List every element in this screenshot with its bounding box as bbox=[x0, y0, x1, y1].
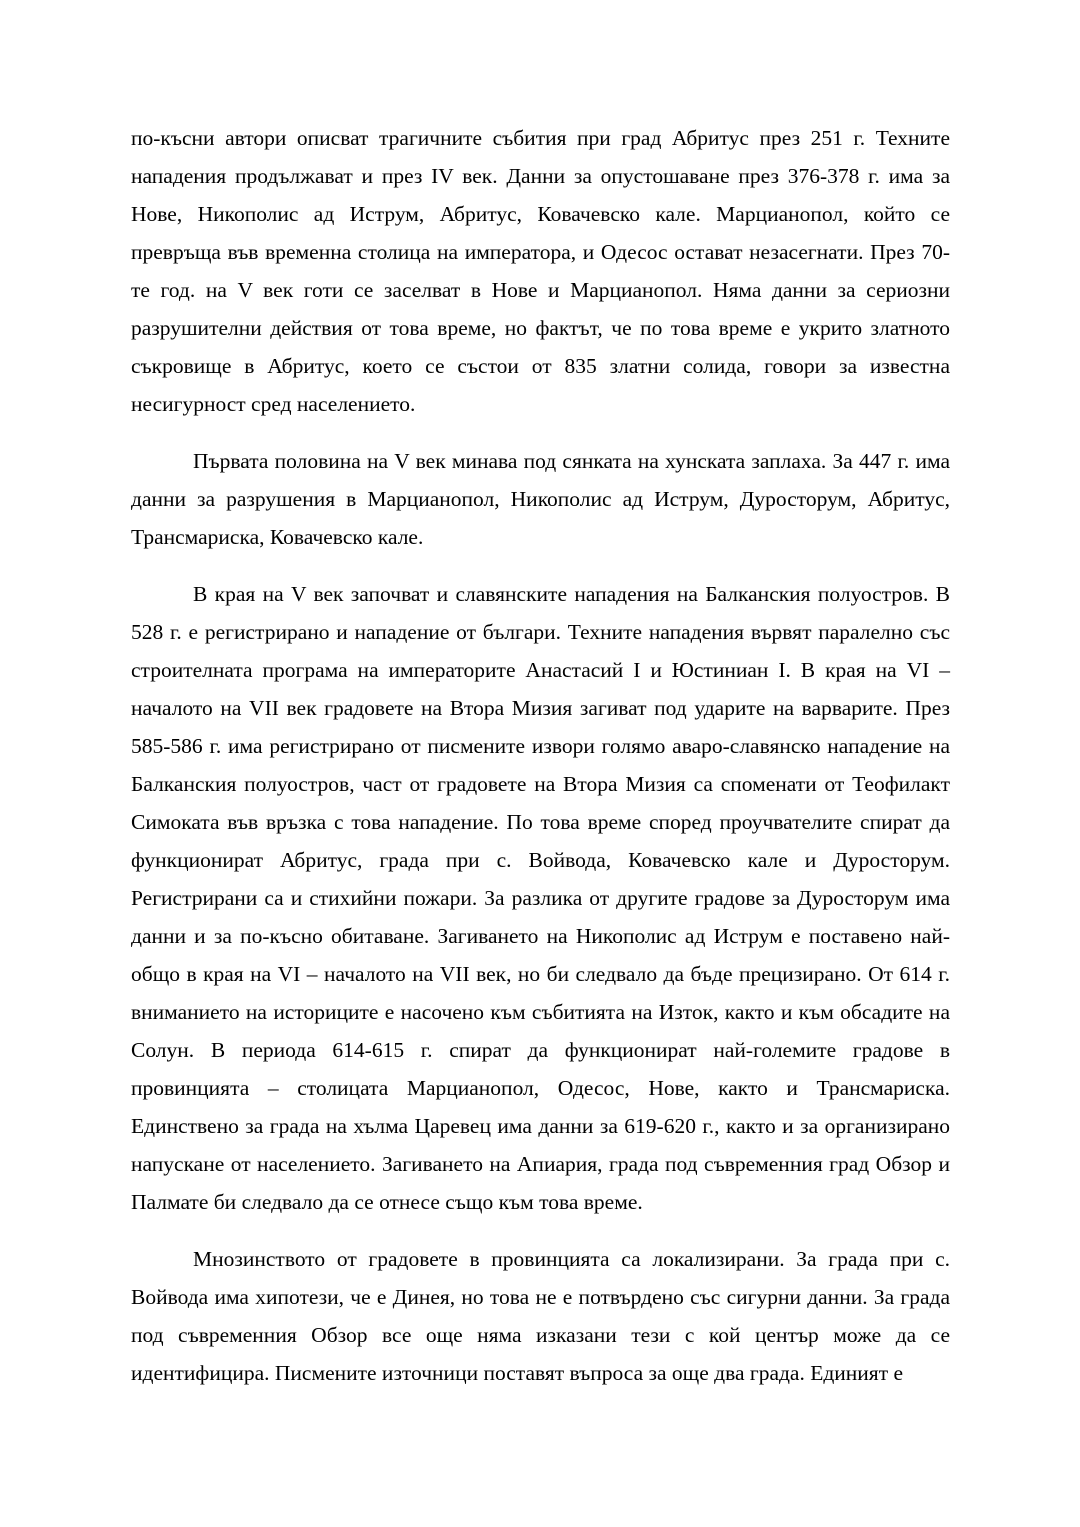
paragraph: Първата половина на V век минава под сянката на хунската заплаха. За 447 г. има данни за разрушения в Марцианопол, Никополис ад Иструм, Дуросторум, Абритус, Трансмариска, Ковачевско кале. bbox=[131, 449, 950, 549]
paragraph: Мнозинството от градовете в провинцията са локализирани. За града при с. Войвода има хипотези, че е Динея, но това не е потвърдено със сигурни данни. За града под съвременния Обзор все още няма изказани тези с кой център може да се идентифицира. Писмените източници поставят въпроса за още два града. Единият е bbox=[131, 1247, 950, 1385]
paragraph: В края на V век започват и славянските нападения на Балканския полуостров. В 528 г. е регистрирано и нападение от българи. Техните нападения вървят паралелно със строителната програма на императорите Анастасий I и Юстиниан I. В края на VI – началото на VII век градовете на Втора Мизия загиват под ударите на варварите. През 585-586 г. има регистрирано от писмените извори голямо аваро-славянско нападение на Балканския полуостров, част от градовете на Втора Мизия са споменати от Теофилакт Симоката във връзка с това нападение. По това време според проучвателите спират да функционират Абритус, града при с. Войвода, Ковачевско кале и Дуросторум. Регистрирани са и стихийни пожари. За разлика от другите градове за Дуросторум има данни и за по-късно обитаване. Загиването на Никополис ад Иструм е поставено най-общо в края на VI – началото на VII век, но би следвало да бъде прецизирано. От 614 г. вниманието на историците е насочено към събитията на Изток, както и към обсадите на Солун. В периода 614-615 г. спират да функционират най-големите градове в провинцията – столицата Марцианопол, Одесос, Нове, както и Трансмариска. Единствено за града на хълма Царевец има данни за 619-620 г., както и за организирано напускане от населението. Загиването на Апиария, града под съвременния град Обзор и Палмате би следвало да се отнесе също към това време. bbox=[131, 582, 950, 1214]
paragraph: по-късни автори описват трагичните събития при град Абритус през 251 г. Техните нападения продължават и през IV век. Данни за опустошаване през 376-378 г. има за Нове, Никополис ад Иструм, Абритус, Ковачевско кале. Марцианопол, който се превръща във временна столица на императора, и Одесос остават незасегнати. През 70-те год. на V век готи се заселват в Нове и Марцианопол. Няма данни за сериозни разрушителни действия от това време, но фактът, че по това време е укрито златното съкровище в Абритус, което се състои от 835 златни солида, говори за известна несигурност сред населението. bbox=[131, 126, 950, 416]
